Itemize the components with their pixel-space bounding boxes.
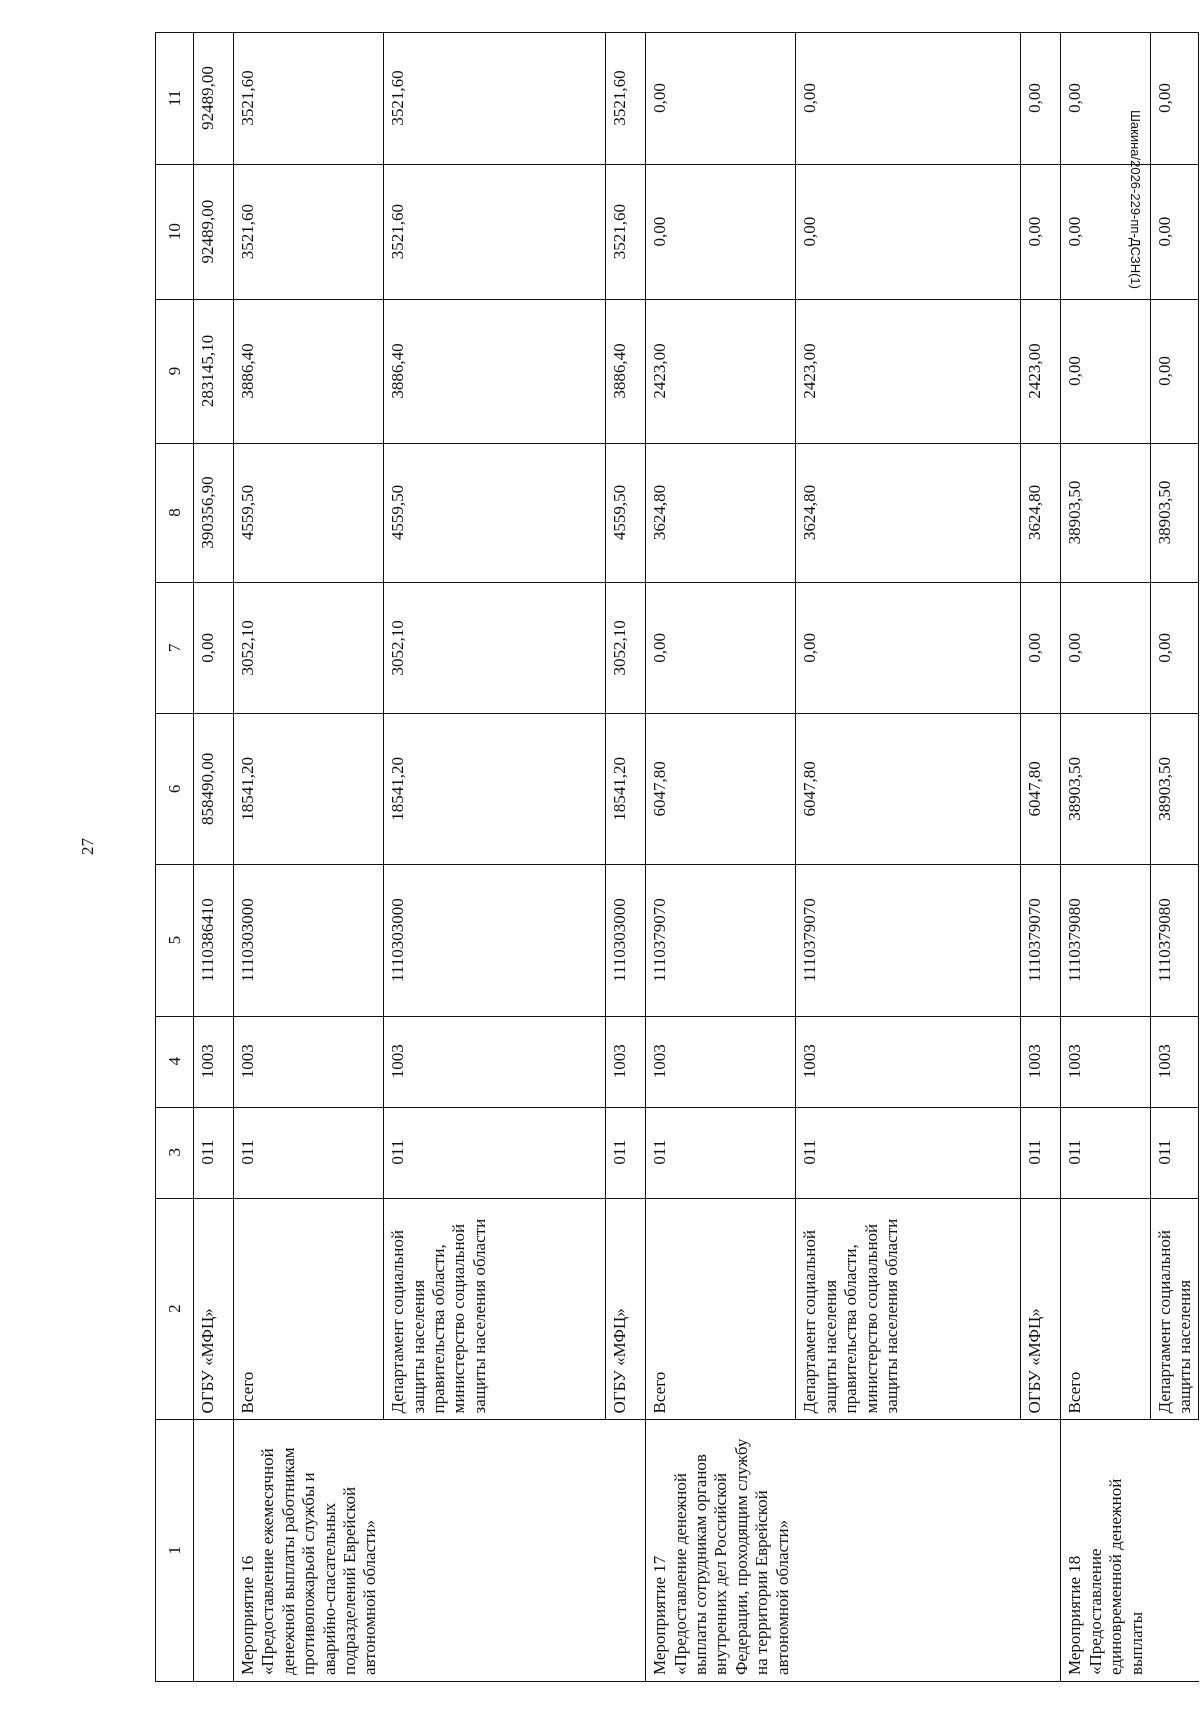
column-header: 7 (156, 583, 194, 714)
cell: 3886,40 (384, 300, 606, 443)
cell: 38903,50 (1061, 714, 1150, 865)
cell: 0,00 (1021, 164, 1061, 299)
cell: 18541,20 (384, 714, 606, 865)
cell: 92489,00 (194, 33, 234, 165)
cell: 3052,10 (606, 583, 646, 714)
activity-cell: Мероприятие 17 «Предоставление денежной выплаты сотрудникам органов внутренних дел Российской Федерации, проходящим службу на территории Еврейской автономной области» (646, 1420, 796, 1682)
budget-table (155, 32, 1199, 1682)
cell: 0,00 (1061, 164, 1150, 299)
executor-cell: Департамент социальной защиты населения (1150, 1198, 1199, 1420)
column-header: 5 (156, 865, 194, 1016)
table-row (606, 33, 646, 1682)
cell: 1110303000 (606, 865, 646, 1016)
cell: 0,00 (1021, 583, 1061, 714)
cell: 1110379070 (646, 865, 796, 1016)
column-number-row (156, 33, 194, 1682)
table-row (194, 33, 234, 1682)
activity-cell (1021, 1420, 1061, 1682)
table-row (234, 33, 384, 1682)
column-header: 8 (156, 443, 194, 583)
cell: 1003 (1061, 1016, 1150, 1107)
cell: 2423,00 (796, 300, 1021, 443)
cell: 011 (1061, 1107, 1150, 1198)
cell: 0,00 (1150, 33, 1199, 165)
cell: 0,00 (1061, 583, 1150, 714)
cell: 38903,50 (1150, 714, 1199, 865)
table-row (1021, 33, 1061, 1682)
cell: 011 (796, 1107, 1021, 1198)
cell: 011 (194, 1107, 234, 1198)
cell: 4559,50 (606, 443, 646, 583)
column-header: 3 (156, 1107, 194, 1198)
cell: 38903,50 (1150, 443, 1199, 583)
table-row (796, 33, 1021, 1682)
column-header: 6 (156, 714, 194, 865)
cell: 1110379070 (1021, 865, 1061, 1016)
executor-cell: Всего (234, 1198, 384, 1420)
table-row (384, 33, 606, 1682)
cell: 011 (384, 1107, 606, 1198)
executor-cell: Департамент социальной защиты населения правительства области, министерство социальной защиты населения области (384, 1198, 606, 1420)
cell: 0,00 (796, 164, 1021, 299)
cell: 6047,80 (1021, 714, 1061, 865)
cell: 3521,60 (606, 33, 646, 165)
cell: 3521,60 (384, 164, 606, 299)
cell: 0,00 (1150, 300, 1199, 443)
cell: 3052,10 (384, 583, 606, 714)
activity-cell: Мероприятие 18 «Предоставление единовременной денежной выплаты (1061, 1420, 1150, 1682)
cell: 92489,00 (194, 164, 234, 299)
cell: 3624,80 (796, 443, 1021, 583)
cell: 3624,80 (1021, 443, 1061, 583)
cell: 3886,40 (606, 300, 646, 443)
cell: 011 (1021, 1107, 1061, 1198)
activity-cell (606, 1420, 646, 1682)
cell: 1003 (384, 1016, 606, 1107)
cell: 38903,50 (1061, 443, 1150, 583)
column-header: 1 (156, 1420, 194, 1682)
cell: 0,00 (1150, 164, 1199, 299)
cell: 0,00 (1021, 33, 1061, 165)
cell: 2423,00 (1021, 300, 1061, 443)
cell: 858490,00 (194, 714, 234, 865)
column-header: 9 (156, 300, 194, 443)
executor-cell: ОГБУ «МФЦ» (194, 1198, 234, 1420)
page-number: 27 (78, 838, 97, 855)
cell: 2423,00 (646, 300, 796, 443)
cell: 3521,60 (606, 164, 646, 299)
cell: 283145,10 (194, 300, 234, 443)
activity-cell (384, 1420, 606, 1682)
cell: 1003 (194, 1016, 234, 1107)
activity-cell: Мероприятие 16 «Предоставление ежемесячной денежной выплаты работникам противопожарьой службы и аварийно-спасательных подразделений Еврейской автономной области» (234, 1420, 384, 1682)
column-header: 2 (156, 1198, 194, 1420)
activity-cell (796, 1420, 1021, 1682)
table-row (646, 33, 796, 1682)
cell: 1110379080 (1150, 865, 1199, 1016)
cell: 011 (1150, 1107, 1199, 1198)
cell: 0,00 (1150, 583, 1199, 714)
cell: 1003 (1150, 1016, 1199, 1107)
cell: 0,00 (646, 33, 796, 165)
cell: 0,00 (1061, 300, 1150, 443)
cell: 0,00 (796, 583, 1021, 714)
cell: 0,00 (646, 164, 796, 299)
cell: 011 (646, 1107, 796, 1198)
cell: 1110379070 (796, 865, 1021, 1016)
column-header: 11 (156, 33, 194, 165)
activity-cell (1150, 1420, 1199, 1682)
cell: 0,00 (796, 33, 1021, 165)
cell: 4559,50 (234, 443, 384, 583)
cell: 011 (606, 1107, 646, 1198)
cell: 011 (234, 1107, 384, 1198)
cell: 0,00 (194, 583, 234, 714)
cell: 18541,20 (606, 714, 646, 865)
cell: 1110386410 (194, 865, 234, 1016)
cell: 0,00 (1061, 33, 1150, 165)
cell: 1110379080 (1061, 865, 1150, 1016)
cell: 1003 (796, 1016, 1021, 1107)
cell: 1003 (646, 1016, 796, 1107)
cell: 6047,80 (796, 714, 1021, 865)
cell: 3521,60 (384, 33, 606, 165)
activity-cell (194, 1420, 234, 1682)
cell: 0,00 (646, 583, 796, 714)
executor-cell: Всего (646, 1198, 796, 1420)
cell: 3521,60 (234, 33, 384, 165)
cell: 1110303000 (234, 865, 384, 1016)
cell: 1003 (606, 1016, 646, 1107)
cell: 1003 (234, 1016, 384, 1107)
cell: 3521,60 (234, 164, 384, 299)
column-header: 10 (156, 164, 194, 299)
cell: 3886,40 (234, 300, 384, 443)
cell: 18541,20 (234, 714, 384, 865)
cell: 4559,50 (384, 443, 606, 583)
executor-cell: Департамент социальной защиты населения правительства области, министерство социальной защиты населения области (796, 1198, 1021, 1420)
document-code: Шакина/2026-229-пп-ДСЗН(1) (1128, 110, 1143, 289)
cell: 3052,10 (234, 583, 384, 714)
executor-cell: Всего (1061, 1198, 1150, 1420)
cell: 6047,80 (646, 714, 796, 865)
table-row (1150, 33, 1199, 1682)
executor-cell: ОГБУ «МФЦ» (606, 1198, 646, 1420)
cell: 1110303000 (384, 865, 606, 1016)
cell: 3624,80 (646, 443, 796, 583)
table-row (1061, 33, 1150, 1682)
executor-cell: ОГБУ «МФЦ» (1021, 1198, 1061, 1420)
cell: 1003 (1021, 1016, 1061, 1107)
cell: 390356,90 (194, 443, 234, 583)
column-header: 4 (156, 1016, 194, 1107)
